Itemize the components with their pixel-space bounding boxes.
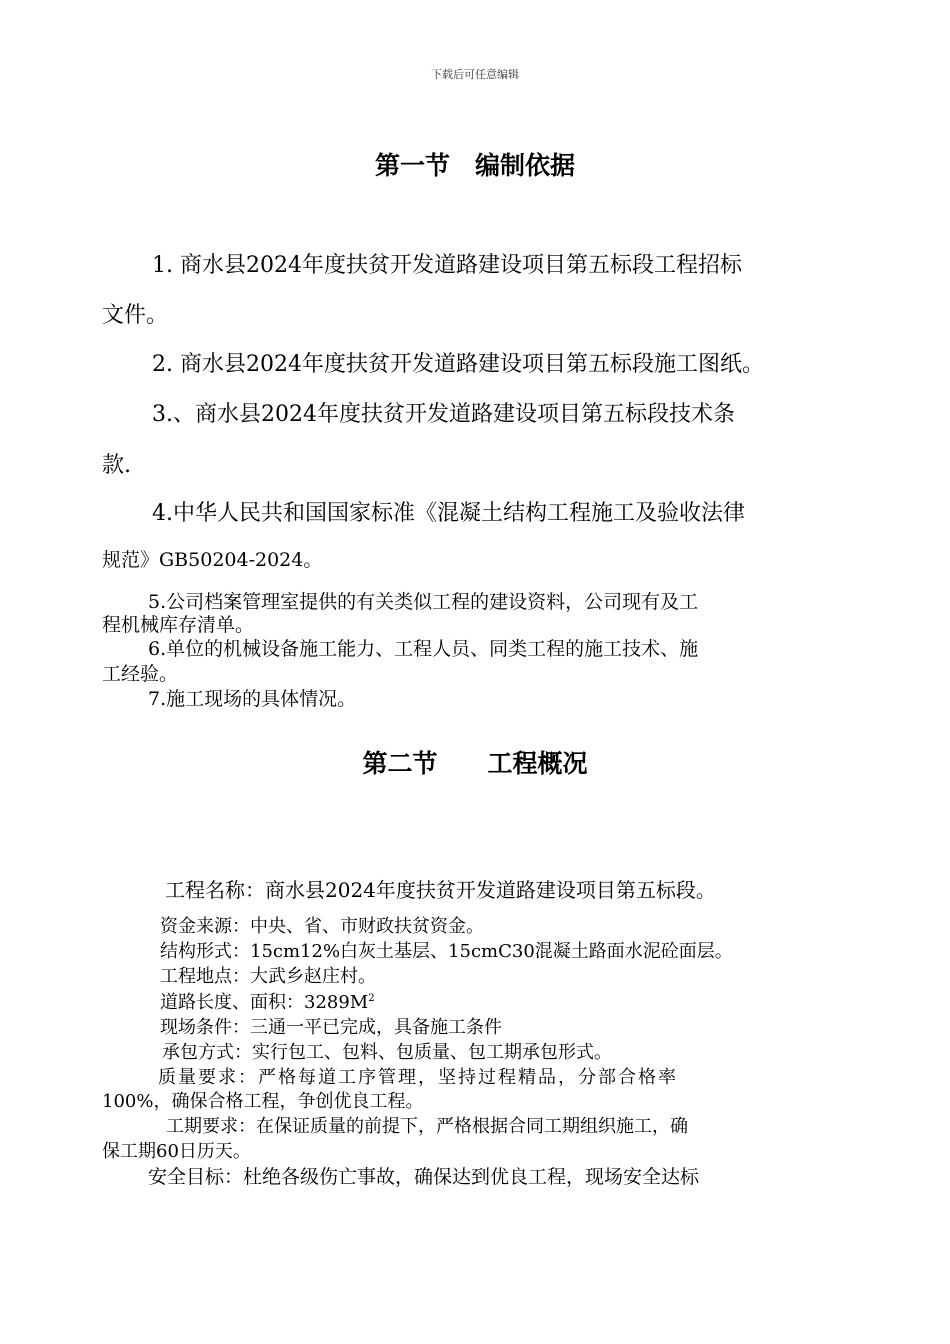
project-name: 工程名称：商水县2024年度扶贫开发道路建设项目第五标段。 <box>165 878 716 902</box>
basis-item-5: 5.公司档案管理室提供的有关类似工程的建设资料，公司现有及工 <box>148 591 699 613</box>
schedule-requirements-cont: 保工期60日历天。 <box>102 1141 251 1162</box>
section1-title: 第一节 编制依据 <box>374 151 575 180</box>
page-header-note: 下载后可任意编辑 <box>431 68 519 81</box>
contract-mode: 承包方式：实行包工、包料、包质量、包工期承包形式。 <box>162 1042 612 1063</box>
schedule-requirements: 工期要求：在保证质量的前提下，严格根据合同工期组织施工，确 <box>166 1116 688 1137</box>
basis-item-1: 1. 商水县2024年度扶贫开发道路建设项目第五标段工程招标 <box>152 253 742 278</box>
road-area <box>160 988 375 1014</box>
fund-source: 资金来源：中央、省、市财政扶贫资金。 <box>160 916 484 937</box>
road-area-sup: 2 <box>368 993 375 1004</box>
basis-item-1-cont: 文件。 <box>102 303 169 328</box>
road-area-label: 道路长度、面积：3289M <box>160 992 369 1013</box>
basis-item-2: 2. 商水县2024年度扶贫开发道路建设项目第五标段施工图纸。 <box>152 352 764 377</box>
project-location: 工程地点：大武乡赵庄村。 <box>160 966 376 987</box>
safety-target: 安全目标：杜绝各级伤亡事故，确保达到优良工程，现场安全达标 <box>148 1166 700 1188</box>
basis-item-3: 3.、商水县2024年度扶贫开发道路建设项目第五标段技术条 <box>152 402 735 427</box>
basis-item-3-cont: 款. <box>102 453 131 478</box>
section2-title: 第二节 工程概况 <box>362 749 588 778</box>
quality-requirements-cont: 100%，确保合格工程，争创优良工程。 <box>102 1091 424 1112</box>
quality-requirements: 质量要求：严格每道工序管理，坚持过程精品，分部合格率 <box>158 1067 678 1088</box>
basis-item-6-cont: 工经验。 <box>102 663 179 685</box>
structure-type: 结构形式：15cm12%白灰土基层、15cmC30混凝土路面水泥砼面层。 <box>160 941 733 962</box>
site-conditions: 现场条件：三通一平已完成，具备施工条件 <box>160 1017 502 1038</box>
basis-item-7: 7.施工现场的具体情况。 <box>148 688 357 710</box>
basis-item-5-cont: 程机械库存清单。 <box>102 614 255 636</box>
basis-item-4-cont: 规范》GB50204-2024。 <box>102 549 323 571</box>
basis-item-6: 6.单位的机械设备施工能力、工程人员、同类工程的施工技术、施 <box>148 638 699 660</box>
basis-item-4: 4.中华人民共和国国家标准《混凝土结构工程施工及验收法律 <box>152 501 745 526</box>
